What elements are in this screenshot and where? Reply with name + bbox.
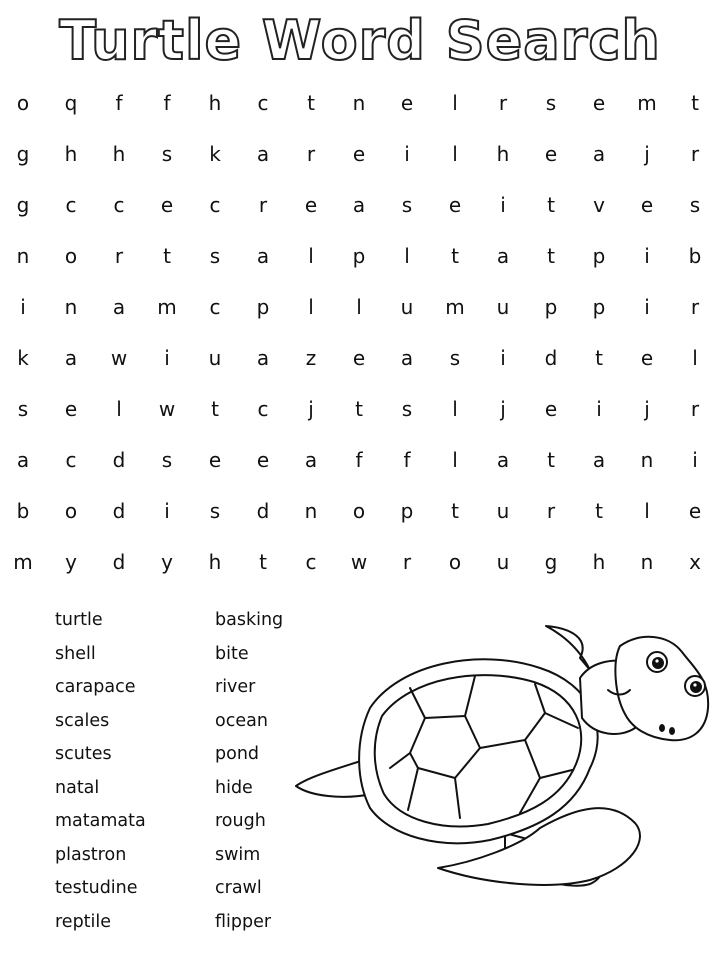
grid-letter: w bbox=[158, 397, 176, 421]
grid-letter: a bbox=[496, 448, 510, 472]
grid-letter: r bbox=[114, 244, 124, 268]
grid-letter: t bbox=[163, 244, 171, 268]
grid-letter: l bbox=[452, 397, 458, 421]
grid-letter: e bbox=[64, 397, 78, 421]
grid-letter: r bbox=[306, 142, 316, 166]
grid-letter: m bbox=[157, 295, 177, 319]
grid-letter: n bbox=[304, 499, 318, 523]
word-list-item: river bbox=[215, 677, 256, 697]
grid-letter: u bbox=[208, 346, 222, 370]
grid-letter: r bbox=[690, 295, 700, 319]
grid-letter: s bbox=[401, 193, 413, 217]
grid-letter: f bbox=[163, 91, 171, 115]
grid-letter: r bbox=[402, 550, 412, 574]
word-list-item: shell bbox=[55, 643, 96, 664]
grid-letter: a bbox=[112, 295, 126, 319]
grid-letter: m bbox=[13, 550, 33, 574]
grid-letter: c bbox=[257, 397, 269, 421]
grid-letter: y bbox=[161, 550, 173, 574]
grid-letter: t bbox=[355, 397, 363, 421]
grid-letter: u bbox=[496, 295, 510, 319]
grid-letter: t bbox=[211, 397, 219, 421]
grid-letter: a bbox=[64, 346, 78, 370]
grid-letter: l bbox=[452, 142, 458, 166]
word-list-item: crawl bbox=[215, 878, 262, 898]
grid-letter: l bbox=[452, 91, 458, 115]
grid-letter: o bbox=[352, 499, 366, 523]
grid-row bbox=[0, 537, 720, 588]
grid-letter: d bbox=[112, 448, 126, 472]
grid-letter: e bbox=[256, 448, 270, 472]
grid-letter: a bbox=[592, 142, 606, 166]
grid-letter: t bbox=[691, 91, 699, 115]
word-list-item: scales bbox=[55, 710, 110, 731]
grid-letter: e bbox=[208, 448, 222, 472]
grid-letter: u bbox=[496, 550, 510, 574]
word-list-item: bite bbox=[215, 643, 249, 664]
grid-row bbox=[0, 129, 720, 180]
grid-letter: i bbox=[404, 142, 410, 166]
grid-letter: e bbox=[304, 193, 318, 217]
grid-letter: w bbox=[110, 346, 128, 370]
grid-letter: e bbox=[352, 142, 366, 166]
grid-letter: l bbox=[356, 295, 362, 319]
word-list-item: swim bbox=[215, 844, 261, 865]
grid-letter: h bbox=[208, 91, 222, 115]
grid-letter: l bbox=[308, 295, 314, 319]
grid-letter: d bbox=[112, 499, 126, 523]
page-title: Turtle Word Search bbox=[59, 9, 661, 72]
grid-letter: v bbox=[593, 193, 605, 217]
grid-letter: r bbox=[546, 499, 556, 523]
grid-row bbox=[0, 282, 720, 333]
grid-letter: i bbox=[20, 295, 26, 319]
grid-letter: o bbox=[64, 244, 78, 268]
grid-letter: a bbox=[592, 448, 606, 472]
grid-letter: s bbox=[209, 244, 221, 268]
grid-letter: n bbox=[352, 91, 366, 115]
word-list-item: plastron bbox=[55, 844, 127, 865]
grid-letter: n bbox=[640, 550, 654, 574]
grid-row bbox=[0, 435, 720, 486]
grid-letter: a bbox=[256, 244, 270, 268]
grid-letter: t bbox=[451, 499, 459, 523]
grid-letter: g bbox=[16, 193, 30, 217]
grid-letter: e bbox=[544, 142, 558, 166]
grid-letter: q bbox=[64, 91, 78, 115]
grid-letter: k bbox=[209, 142, 221, 166]
grid-letter: i bbox=[164, 346, 170, 370]
grid-letter: a bbox=[256, 346, 270, 370]
word-list-item: hide bbox=[215, 777, 253, 798]
grid-letter: e bbox=[448, 193, 462, 217]
word-list-item: rough bbox=[215, 811, 266, 831]
grid-letter: p bbox=[352, 244, 366, 268]
grid-letter: j bbox=[500, 397, 506, 421]
grid-letter: f bbox=[355, 448, 363, 472]
word-list-item: reptile bbox=[55, 911, 112, 932]
grid-letter: o bbox=[16, 91, 30, 115]
grid-letter: e bbox=[592, 91, 606, 115]
grid-letter: e bbox=[688, 499, 702, 523]
grid-letter: d bbox=[256, 499, 270, 523]
grid-letter: g bbox=[16, 142, 30, 166]
grid-letter: m bbox=[445, 295, 465, 319]
grid-letter: k bbox=[17, 346, 29, 370]
grid-letter: c bbox=[305, 550, 317, 574]
word-list-item: ocean bbox=[215, 710, 268, 731]
turtle-illustration bbox=[290, 618, 720, 908]
word-list-item: testudine bbox=[55, 878, 138, 898]
grid-letter: s bbox=[449, 346, 461, 370]
word-list-item: basking bbox=[215, 610, 284, 630]
word-list-item: matamata bbox=[55, 811, 146, 831]
grid-letter: t bbox=[547, 193, 555, 217]
grid-letter: h bbox=[496, 142, 510, 166]
grid-letter: i bbox=[596, 397, 602, 421]
grid-letter: h bbox=[592, 550, 606, 574]
grid-letter: l bbox=[692, 346, 698, 370]
grid-letter: p bbox=[400, 499, 414, 523]
grid-letter: i bbox=[644, 244, 650, 268]
grid-letter: n bbox=[64, 295, 78, 319]
grid-letter: c bbox=[209, 193, 221, 217]
grid-letter: e bbox=[400, 91, 414, 115]
grid-letter: l bbox=[116, 397, 122, 421]
grid-letter: t bbox=[307, 91, 315, 115]
grid-letter: l bbox=[644, 499, 650, 523]
grid-letter: d bbox=[112, 550, 126, 574]
grid-letter: t bbox=[259, 550, 267, 574]
grid-letter: i bbox=[500, 193, 506, 217]
grid-letter: r bbox=[690, 397, 700, 421]
grid-letter: p bbox=[592, 295, 606, 319]
grid-letter: i bbox=[500, 346, 506, 370]
grid-letter: o bbox=[448, 550, 462, 574]
grid-letter: s bbox=[545, 91, 557, 115]
word-list-left bbox=[55, 604, 146, 939]
word-list-right bbox=[215, 604, 283, 939]
grid-letter: n bbox=[16, 244, 30, 268]
grid-letter: e bbox=[352, 346, 366, 370]
grid-letter: r bbox=[498, 91, 508, 115]
grid-letter: b bbox=[16, 499, 30, 523]
grid-letter: u bbox=[400, 295, 414, 319]
grid-letter: e bbox=[160, 193, 174, 217]
grid-letter: h bbox=[64, 142, 78, 166]
grid-letter: d bbox=[544, 346, 558, 370]
word-list-item: scutes bbox=[55, 744, 112, 764]
grid-letter: s bbox=[401, 397, 413, 421]
grid-letter: a bbox=[256, 142, 270, 166]
grid-letter: c bbox=[113, 193, 125, 217]
grid-letter: h bbox=[112, 142, 126, 166]
grid-letter: r bbox=[258, 193, 268, 217]
grid-letter: s bbox=[17, 397, 29, 421]
grid-letter: h bbox=[208, 550, 222, 574]
grid-letter: t bbox=[547, 448, 555, 472]
grid-letter: p bbox=[592, 244, 606, 268]
grid-letter: c bbox=[209, 295, 221, 319]
grid-letter: i bbox=[164, 499, 170, 523]
grid-letter: l bbox=[308, 244, 314, 268]
grid-letter: f bbox=[115, 91, 123, 115]
grid-letter: s bbox=[161, 448, 173, 472]
grid-row bbox=[0, 333, 720, 384]
grid-letter: j bbox=[308, 397, 314, 421]
grid-letter: g bbox=[544, 550, 558, 574]
grid-letter: a bbox=[496, 244, 510, 268]
grid-letter: l bbox=[452, 448, 458, 472]
grid-letter: s bbox=[161, 142, 173, 166]
grid-letter: t bbox=[595, 346, 603, 370]
grid-letter: c bbox=[257, 91, 269, 115]
grid-letter: t bbox=[595, 499, 603, 523]
grid-letter: j bbox=[644, 397, 650, 421]
word-list-item: flipper bbox=[215, 911, 272, 932]
grid-row bbox=[0, 486, 720, 537]
grid-letter: f bbox=[403, 448, 411, 472]
word-list-item: turtle bbox=[55, 610, 103, 630]
grid-letter: l bbox=[404, 244, 410, 268]
grid-letter: t bbox=[451, 244, 459, 268]
grid-row bbox=[0, 78, 720, 129]
grid-letter: a bbox=[400, 346, 414, 370]
grid-letter: b bbox=[688, 244, 702, 268]
grid-letter: o bbox=[64, 499, 78, 523]
grid-letter: a bbox=[304, 448, 318, 472]
grid-letter: a bbox=[16, 448, 30, 472]
grid-row bbox=[0, 384, 720, 435]
word-list-item: carapace bbox=[55, 677, 136, 697]
word-list-item: natal bbox=[55, 777, 100, 798]
grid-letter: n bbox=[640, 448, 654, 472]
grid-letter: x bbox=[689, 550, 701, 574]
grid-letter: u bbox=[496, 499, 510, 523]
grid-letter: z bbox=[305, 346, 317, 370]
grid-letter: t bbox=[547, 244, 555, 268]
grid-letter: m bbox=[637, 91, 657, 115]
grid-letter: c bbox=[65, 448, 77, 472]
grid-letter: e bbox=[640, 346, 654, 370]
grid-letter: y bbox=[65, 550, 77, 574]
grid-letter: i bbox=[644, 295, 650, 319]
grid-letter: w bbox=[350, 550, 368, 574]
grid-letter: s bbox=[209, 499, 221, 523]
grid-letter: s bbox=[689, 193, 701, 217]
grid-letter: p bbox=[256, 295, 270, 319]
word-list-item: pond bbox=[215, 744, 260, 764]
grid-letter: p bbox=[544, 295, 558, 319]
grid-letter: i bbox=[692, 448, 698, 472]
grid-letter: e bbox=[640, 193, 654, 217]
grid-letter: r bbox=[690, 142, 700, 166]
grid-letter: j bbox=[644, 142, 650, 166]
grid-row bbox=[0, 231, 720, 282]
grid-letter: a bbox=[352, 193, 366, 217]
grid-row bbox=[0, 180, 720, 231]
grid-letter: e bbox=[544, 397, 558, 421]
grid-letter: c bbox=[65, 193, 77, 217]
